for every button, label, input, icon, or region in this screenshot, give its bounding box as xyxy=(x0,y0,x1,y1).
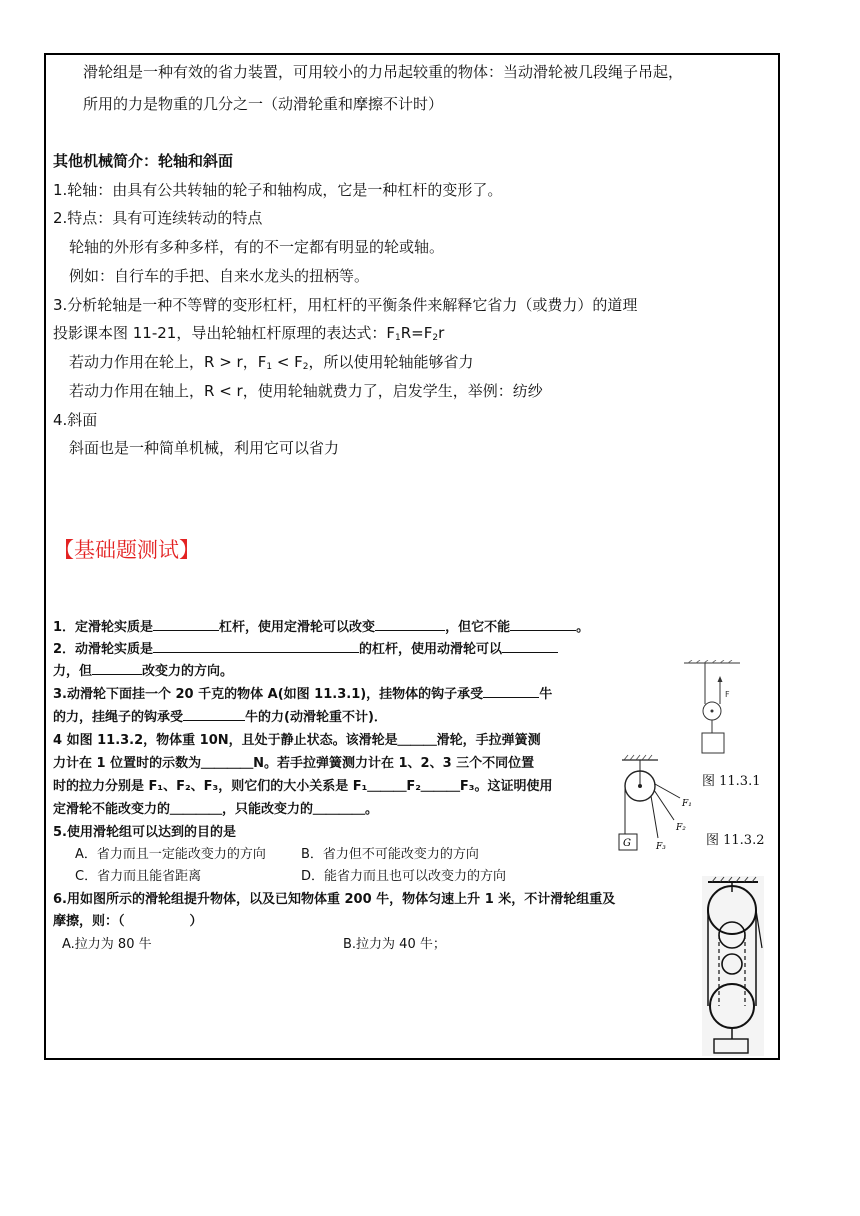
intro-line-2: 所用的力是物重的几分之一（动滑轮重和摩擦不计时） xyxy=(83,95,444,113)
svg-text:F: F xyxy=(725,690,730,699)
question-2-line-2: 力，但 改变力的方向。 xyxy=(53,664,234,679)
svg-text:F₂: F₂ xyxy=(676,823,686,833)
question-1: 1．定滑轮实质是 杠杆，使用定滑轮可以改变 ，但它不能 。 xyxy=(53,620,590,635)
machines-p5: 3.分析轮轴是一种不等臂的变形杠杆，用杠杆的平衡条件来解释它省力（或费力）的道理 xyxy=(53,296,638,314)
figure-11-3-1-pulley-icon xyxy=(684,660,744,758)
machines-p4: 例如：自行车的手把、自来水龙头的扭柄等。 xyxy=(69,267,370,285)
question-4-line-1: 4 如图 11.3.2，物体重 10N，且处于静止状态。该滑轮是＿＿＿滑轮，手拉弹簧测 xyxy=(53,733,541,748)
formula: $F_1R=F_2r$ xyxy=(386,324,445,343)
question-5-option-d: D．能省力而且也可以改变力的方向 xyxy=(301,869,507,884)
figure-11-3-2-caption: 图 11.3.2 xyxy=(706,833,765,848)
machines-p1: 1.轮轴：由具有公共转轴的轮子和轴构成，它是一种杠杆的变形了。 xyxy=(53,181,503,199)
machines-heading: 其他机械简介：轮轴和斜面 xyxy=(53,152,234,170)
question-6-option-a: A.拉力为 80 牛 xyxy=(62,937,152,952)
machines-p8: 若动力作用在轴上，R < r，使用轮轴就费力了，启发学生，举例：纺纱 xyxy=(69,382,543,400)
question-3-line-1: 3.动滑轮下面挂一个 20 千克的物体 A(如图 11.3.1)，挂物体的钩子承受 牛 xyxy=(53,687,553,702)
question-6-line-2: 摩擦，则：（ ） xyxy=(53,914,203,929)
machines-p3: 轮轴的外形有多种多样，有的不一定都有明显的轮或轴。 xyxy=(69,238,445,256)
question-5-option-a: A．省力而且一定能改变力的方向 xyxy=(75,847,266,862)
section-title: 【基础题测试】 xyxy=(53,538,200,562)
question-2-line-1: 2．动滑轮实质是 的杠杆，使用动滑轮可以 xyxy=(53,640,558,660)
machines-p7: 若动力作用在轮上，R > r，$F_1 < F_2$，所以使用轮轴能够省力 xyxy=(69,353,474,372)
question-5-option-c: C．省力而且能省距离 xyxy=(75,869,202,884)
question-6-line-1: 6.用如图所示的滑轮组提升物体，以及已知物体重 200 牛，物体匀速上升 1 米，不计滑轮组重及 xyxy=(53,892,616,907)
question-5: 5.使用滑轮组可以达到的目的是 xyxy=(53,825,236,840)
machines-p2: 2.特点：具有可连续转动的特点 xyxy=(53,209,263,227)
question-5-option-b: B．省力但不可能改变力的方向 xyxy=(301,847,479,862)
question-4-line-4: 定滑轮不能改变力的＿＿＿＿，只能改变力的＿＿＿＿。 xyxy=(53,802,379,817)
figure-11-3-1-caption: 图 11.3.1 xyxy=(702,774,761,789)
question-4-line-2: 力计在 1 位置时的示数为＿＿＿＿N。若手拉弹簧测力计在 1、2、3 三个不同位置 xyxy=(53,756,535,771)
pulley-block-figure-icon xyxy=(702,876,764,1056)
question-3-line-2: 的力，挂绳子的钩承受 牛的力(动滑轮重不计)． xyxy=(53,710,387,725)
svg-text:F₁: F₁ xyxy=(682,799,692,809)
machines-p6: 投影课本图 11-21，导出轮轴杠杆原理的表达式：$F_1R=F_2r$ xyxy=(53,324,445,343)
svg-text:G: G xyxy=(623,838,631,849)
figure-11-3-2-pulley-icon xyxy=(618,754,704,852)
machines-p9: 4.斜面 xyxy=(53,411,98,429)
svg-text:F₃: F₃ xyxy=(656,842,666,852)
intro-line-1: 滑轮组是一种有效的省力装置，可用较小的力吊起较重的物体：当动滑轮被几段绳子吊起， xyxy=(83,63,684,81)
question-4-line-3: 时的拉力分别是 F₁、F₂、F₃，则它们的大小关系是 F₁＿＿＿F₂＿＿＿F₃。这证明使用 xyxy=(53,779,553,794)
machines-p10: 斜面也是一种简单机械，利用它可以省力 xyxy=(69,439,340,457)
question-6-option-b: B.拉力为 40 牛； xyxy=(343,937,446,952)
